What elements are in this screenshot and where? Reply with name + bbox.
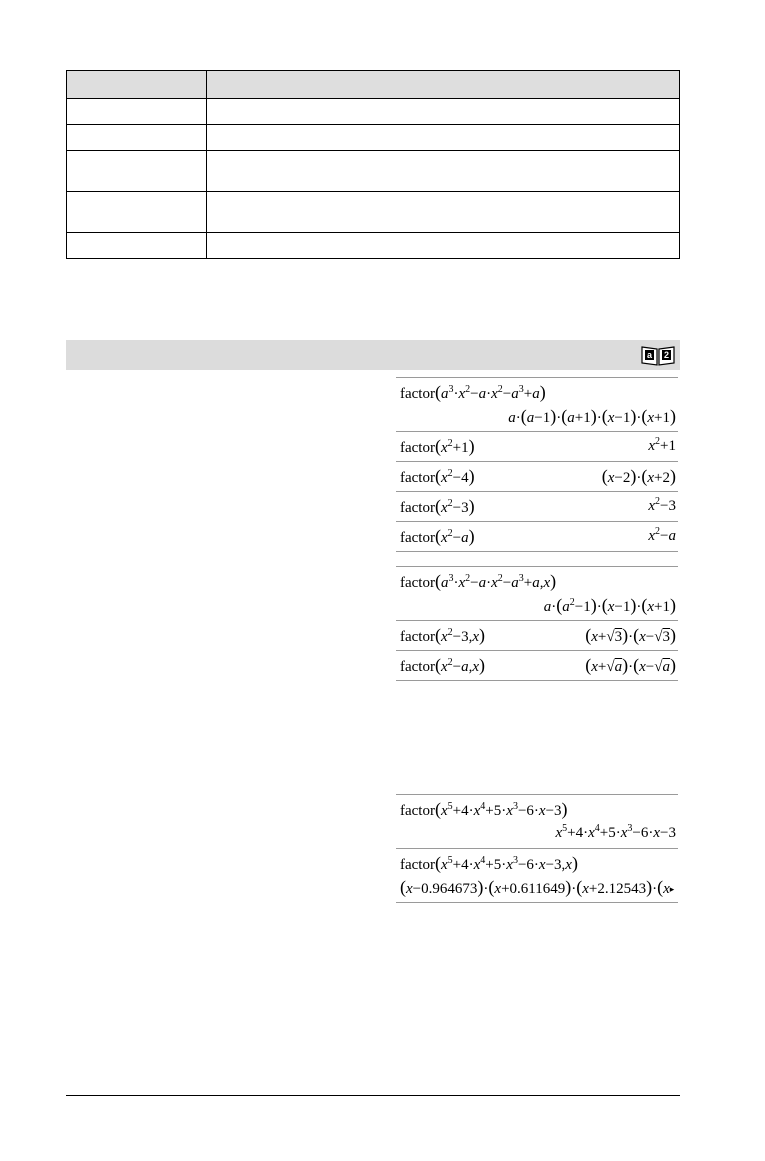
example-row [396,522,678,552]
svg-text:a: a [646,350,653,360]
table-header-cell [207,71,680,99]
example-result: (x+√a)·(x−√a) [585,655,676,675]
catalog-book-icon [640,344,676,366]
table-cell [207,233,680,259]
table-cell [67,99,207,125]
example-result: (x−2)·(x+2) [601,466,676,486]
example-command: $factor(x^2-a,x)$ [400,655,486,675]
table-row [67,99,680,125]
example-command: $factor(x^2-a)$ [400,526,475,546]
table-row [67,192,680,233]
svg-text:2: 2 [663,350,670,360]
table-row [67,233,680,259]
example-row [396,432,678,462]
example-result: $x^2+1$ [648,436,676,454]
more-arrow-icon[interactable]: ▸ [669,884,675,895]
table-cell [207,125,680,151]
reference-table [66,70,680,259]
table-row [67,151,680,192]
example-result: $x^2-a$ [648,526,676,544]
table-cell [207,151,680,192]
footer-rule [66,1095,680,1096]
example-row [396,492,678,522]
example-row [396,794,678,849]
example-result: $a\cdot(a^2-1)\cdot(x-1)\cdot(x+1)$ [543,595,676,615]
example-result: $x^2-3$ [648,496,676,514]
example-command: $factor(x^5+4\cdot x^4+5\cdot x^3-6\cdot x-3,x)$ [400,853,578,873]
table-cell [207,192,680,233]
table-header-row [67,71,680,99]
example-panel-3 [396,794,678,903]
table-cell [207,99,680,125]
example-row [396,377,678,432]
table-cell [67,192,207,233]
example-command: $factor(a^3\cdot x^2-a\cdot x^2-a^3+a)$ [400,382,546,402]
example-command: $factor(a^3\cdot x^2-a\cdot x^2-a^3+a,x)$ [400,571,557,591]
table-cell [67,233,207,259]
table-header-cell [67,71,207,99]
example-row [396,566,678,621]
example-command: $factor(x^5+4\cdot x^4+5\cdot x^3-6\cdot x-3)$ [400,799,568,819]
table-row [67,125,680,151]
example-command: $factor(x^2-4)$ [400,466,475,486]
example-row [396,849,678,903]
example-row [396,651,678,681]
table-cell [67,125,207,151]
example-panel-2 [396,566,678,681]
section-header-bar [66,340,680,370]
table-cell [67,151,207,192]
example-row [396,621,678,651]
example-result: (x+√3)·(x−√3) [585,625,676,645]
example-command: $factor(x^2-3,x)$ [400,625,486,645]
example-command: $factor(x^2+1)$ [400,436,475,456]
example-result: $x^5+4\cdot x^4+5\cdot x^3-6\cdot x-3$ [555,823,676,841]
example-result: (x−0.964673)·(x+0.611649)·(x+2.12543)·(x▸ [400,877,675,897]
example-panel-1 [396,377,678,552]
example-command: $factor(x^2-3)$ [400,496,475,516]
example-row [396,462,678,492]
example-result: a·(a−1)·(a+1)·(x−1)·(x+1) [508,406,676,426]
